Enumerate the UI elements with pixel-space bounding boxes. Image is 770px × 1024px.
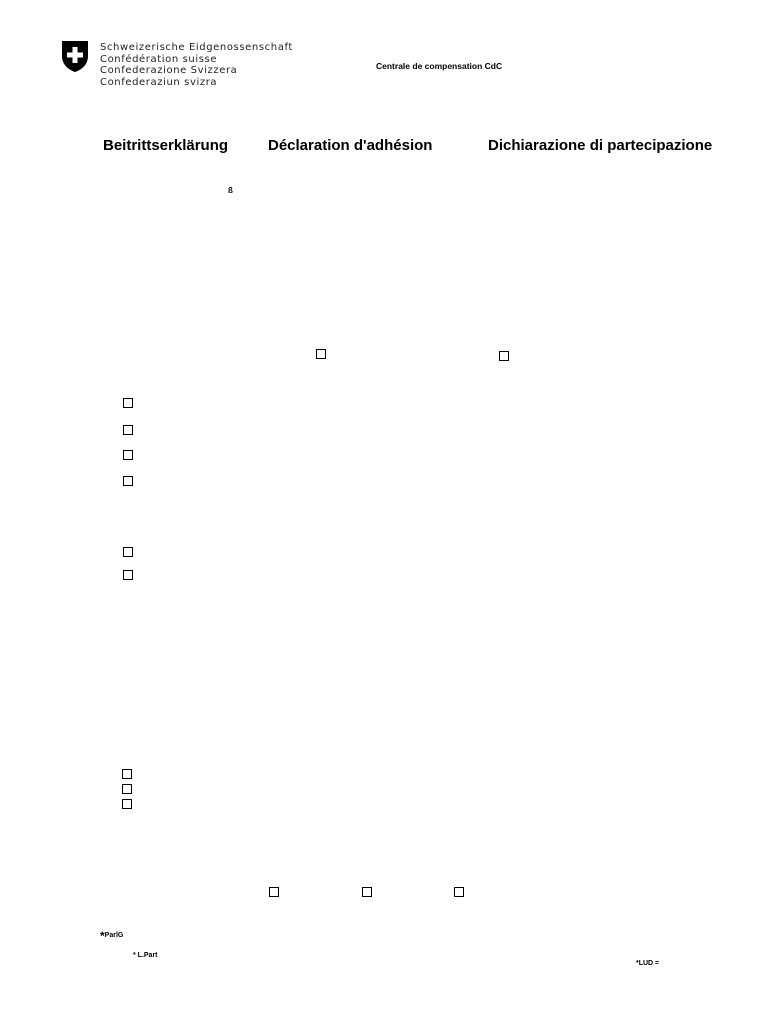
checkbox[interactable] (123, 425, 133, 435)
org-line-it: Confederazione Svizzera (100, 65, 238, 76)
title-italian: Dichiarazione di partecipazione (488, 137, 713, 154)
swiss-coat-of-arms-icon (60, 39, 90, 73)
checkbox[interactable] (122, 769, 132, 779)
footnote-partg (100, 929, 123, 943)
org-line-rm: Confederaziun svizra (100, 76, 218, 88)
title-french: Déclaration d'adhésion (268, 137, 433, 154)
checkbox[interactable] (362, 887, 372, 897)
checkbox[interactable] (123, 476, 133, 486)
checkbox[interactable] (499, 351, 509, 361)
organization-names (100, 42, 293, 88)
checkbox[interactable] (316, 349, 326, 359)
footnote-star: * (100, 929, 105, 943)
checkbox[interactable] (454, 887, 464, 897)
stray-glyph: ß (228, 186, 233, 195)
checkbox[interactable] (123, 547, 133, 557)
footnote-partg-text: ParlG (104, 932, 124, 939)
org-line-de: Schweizerische Eidgenossenschaft (100, 42, 293, 53)
checkbox[interactable] (269, 887, 279, 897)
checkbox[interactable] (122, 799, 132, 809)
checkbox[interactable] (123, 570, 133, 580)
footnote-lpart: * L.Part (133, 952, 158, 959)
org-line-fr: Confédération suisse (100, 53, 218, 65)
checkbox[interactable] (123, 450, 133, 460)
checkbox[interactable] (122, 784, 132, 794)
footnote-lud: *LUD = (636, 960, 660, 967)
title-german: Beitrittserklärung (103, 137, 229, 154)
department-name: Centrale de compensation CdC (376, 61, 503, 71)
checkbox[interactable] (123, 398, 133, 408)
